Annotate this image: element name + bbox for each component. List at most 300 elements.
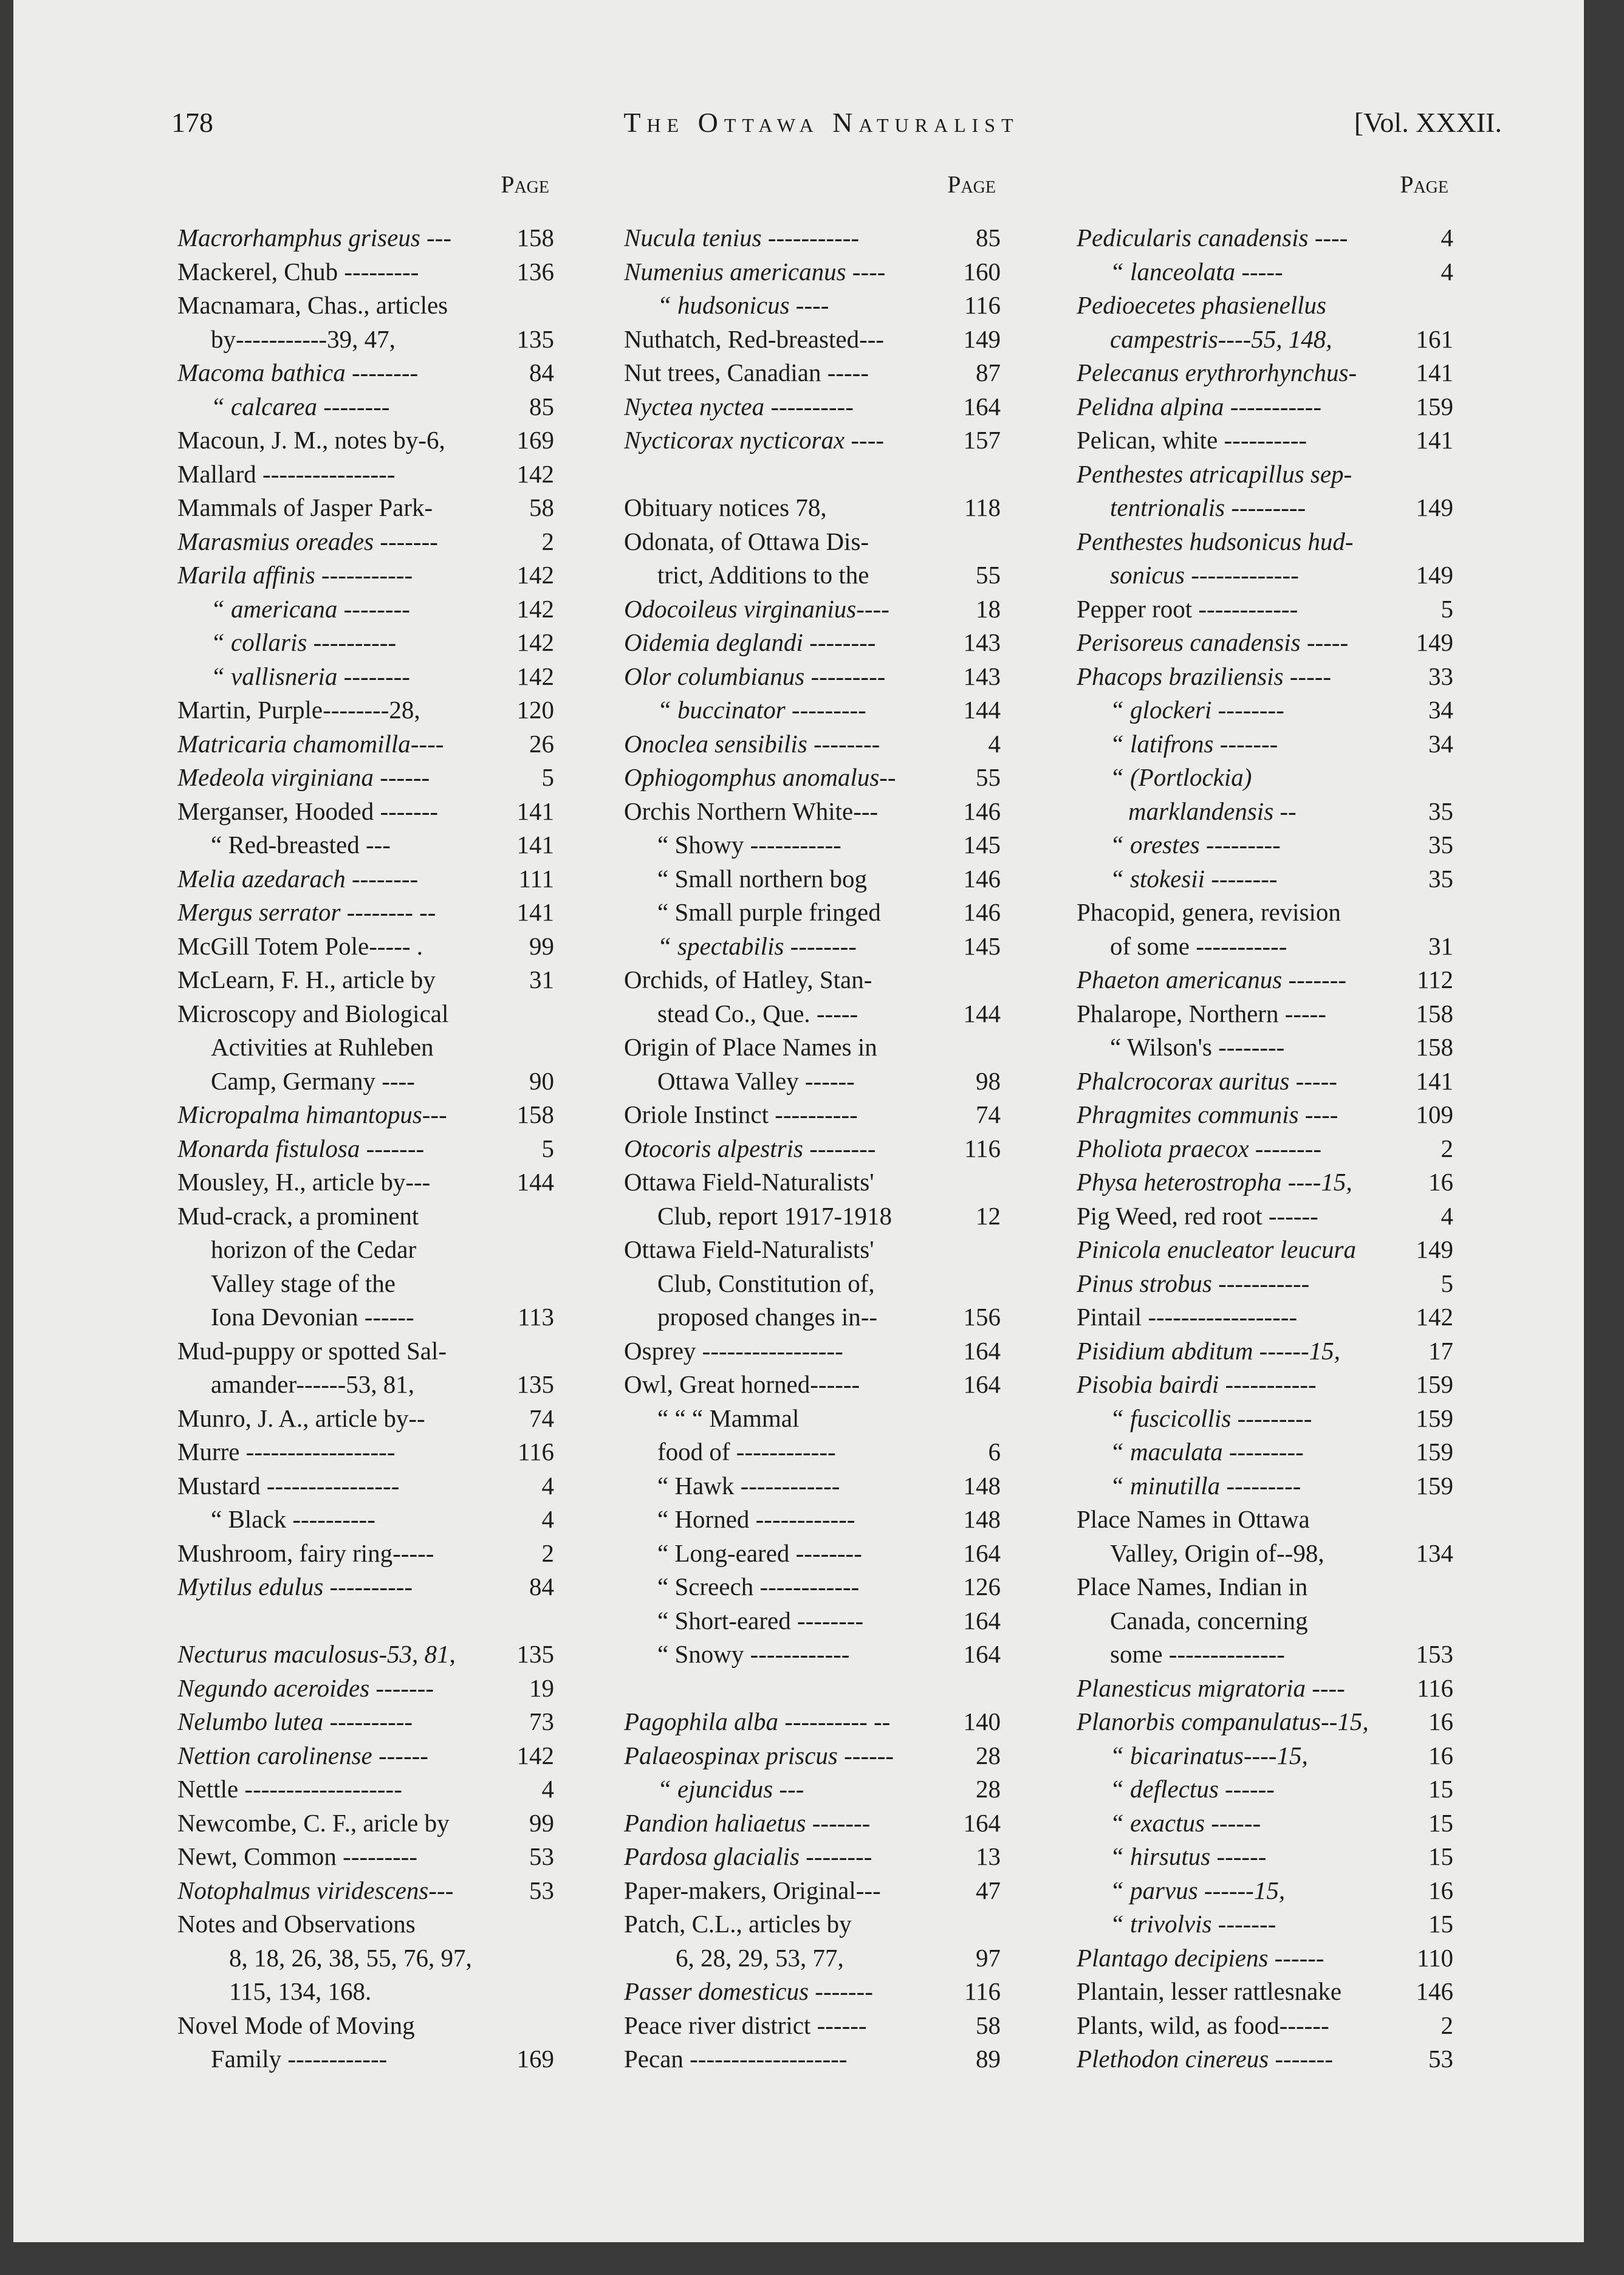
entry-text: “ Snowy ------------	[657, 1640, 850, 1668]
entry-text: Pig Weed, red root ------	[1077, 1201, 1318, 1230]
index-entry-line	[1077, 289, 1453, 323]
index-entry-line	[624, 1165, 1001, 1199]
index-entry	[177, 1537, 554, 1571]
entry-text: “ glockeri --------	[1110, 696, 1284, 724]
entry-text: Pedicularis canadensis ----	[1077, 224, 1348, 252]
index-entry	[177, 1469, 554, 1503]
entry-page-ref: 6	[988, 1438, 1001, 1466]
entry-page-ref: 142	[516, 594, 554, 623]
index-entry	[624, 1705, 1001, 1739]
entry-page-ref: 142	[516, 662, 554, 690]
index-entry	[177, 424, 554, 458]
entry-page-ref: 53	[529, 1842, 554, 1870]
index-entry-line	[177, 862, 554, 896]
index-entry	[1077, 1672, 1453, 1706]
index-entry-line	[624, 1604, 1001, 1638]
entry-page-ref: 97	[976, 1943, 1001, 1972]
index-entry-line	[177, 1638, 554, 1672]
entry-page-ref: 145	[963, 831, 1001, 859]
entry-text: Place Names in Ottawa	[1077, 1505, 1310, 1533]
entry-text: “ bicarinatus----15,	[1110, 1741, 1308, 1769]
index-entry	[1077, 1300, 1453, 1334]
entry-text: “ americana --------	[211, 594, 410, 623]
entry-text: Place Names, Indian in	[1077, 1573, 1308, 1601]
index-entry-line	[177, 356, 554, 390]
entry-text: Orchis Northern White---	[624, 797, 879, 825]
index-entry-line	[1077, 323, 1453, 357]
index-entry	[1077, 963, 1453, 997]
index-entry	[1077, 862, 1453, 896]
index-entry	[177, 1672, 554, 1706]
index-entry-line	[177, 626, 554, 660]
entry-text: Mytilus edulus ----------	[177, 1573, 413, 1601]
entry-text: Penthestes atricapillus sep-	[1077, 459, 1352, 488]
index-entry-line	[1077, 221, 1453, 255]
index-entry-line	[1077, 1435, 1453, 1469]
index-entry	[177, 1570, 554, 1604]
entry-page-ref: 158	[1416, 999, 1453, 1028]
entry-text: Camp, Germany ----	[211, 1066, 415, 1095]
index-column-1	[177, 170, 554, 2076]
entry-page-ref: 164	[963, 1606, 1001, 1635]
index-entry	[177, 1807, 554, 1841]
index-entry-line	[624, 2009, 1001, 2043]
index-entry-line	[624, 1874, 1001, 1908]
entry-text: Canada, concerning	[1110, 1606, 1308, 1635]
index-entry-line	[177, 558, 554, 592]
entry-page-ref: 116	[964, 1134, 1001, 1162]
index-entry	[1077, 1402, 1453, 1436]
index-entry-line	[177, 1874, 554, 1908]
index-entry-line	[1077, 963, 1453, 997]
entry-page-ref: 144	[516, 1168, 554, 1196]
column-heading: Page	[947, 171, 996, 198]
index-entry	[177, 1772, 554, 1807]
index-entry	[177, 896, 554, 930]
index-entry-line	[177, 1840, 554, 1874]
entry-text: Mackerel, Chub ---------	[177, 257, 419, 286]
entry-page-ref: 17	[1428, 1336, 1453, 1365]
section-gap	[177, 1604, 554, 1638]
entry-page-ref: 85	[529, 392, 554, 420]
entry-page-ref: 118	[964, 493, 1001, 521]
index-entry	[624, 896, 1001, 930]
entry-text: Nettle -------------------	[177, 1775, 402, 1803]
index-entry	[1077, 1132, 1453, 1166]
index-entry	[1077, 458, 1453, 525]
index-entry	[1077, 1233, 1453, 1267]
index-entry-line	[624, 1267, 1001, 1301]
index-entry-line	[624, 1469, 1001, 1503]
entry-text: McLearn, F. H., article by	[177, 966, 436, 993]
entry-text: “ Small northern bog	[657, 864, 868, 893]
entry-text: amander------53, 81,	[211, 1370, 414, 1398]
entry-page-ref: 28	[976, 1775, 1001, 1803]
entry-text: Melia azedarach --------	[177, 864, 419, 893]
entry-text: Iona Devonian ------	[211, 1303, 414, 1331]
entry-page-ref: 141	[516, 797, 554, 825]
index-entry-line	[177, 1233, 554, 1267]
entry-page-ref: 55	[976, 763, 1001, 791]
entry-text: Penthestes hudsonicus hud-	[1077, 527, 1354, 555]
entry-text: Macoun, J. M., notes by-6,	[177, 426, 445, 454]
index-entry	[624, 491, 1001, 525]
index-entry	[1077, 693, 1453, 727]
entry-page-ref: 58	[529, 493, 554, 521]
entry-text: Otocoris alpestris --------	[624, 1134, 876, 1162]
entry-page-ref: 164	[963, 1370, 1001, 1398]
index-entry	[177, 1199, 554, 1334]
entry-page-ref: 18	[976, 594, 1001, 623]
index-entry	[624, 1537, 1001, 1571]
index-entry	[624, 255, 1001, 289]
index-entry-line	[624, 221, 1001, 255]
index-entry-line	[177, 828, 554, 862]
entry-text: “ maculata ---------	[1110, 1438, 1304, 1466]
index-entry	[1077, 592, 1453, 626]
entry-text: “ Long-eared --------	[657, 1539, 862, 1567]
index-entry-line	[624, 963, 1001, 997]
index-entry-line	[1077, 1334, 1453, 1368]
index-entry-line	[1077, 795, 1453, 829]
entry-page-ref: 74	[976, 1100, 1001, 1128]
index-entry	[1077, 1503, 1453, 1570]
entry-text: Mallard ----------------	[177, 459, 396, 488]
index-entry-line	[1077, 1772, 1453, 1807]
entry-text: Valley stage of the	[211, 1269, 396, 1297]
entry-text: Origin of Place Names in	[624, 1033, 877, 1061]
index-entry-line	[624, 2042, 1001, 2076]
index-entry-line	[1077, 1874, 1453, 1908]
entry-page-ref: 2	[541, 1539, 554, 1567]
entry-page-ref: 136	[516, 257, 554, 286]
index-entry	[624, 626, 1001, 660]
index-entry	[1077, 997, 1453, 1031]
entry-page-ref: 5	[541, 1134, 554, 1162]
entry-page-ref: 149	[1416, 1235, 1453, 1263]
index-entry-line	[624, 323, 1001, 357]
index-entry-line	[177, 255, 554, 289]
entry-page-ref: 74	[529, 1404, 554, 1432]
entry-text: Macoma bathica --------	[177, 359, 419, 386]
index-entry	[177, 626, 554, 660]
index-entry-line	[1077, 1907, 1453, 1941]
index-entry-line	[1077, 592, 1453, 626]
column-heading: Page	[501, 171, 549, 198]
index-entry-line	[1077, 1840, 1453, 1874]
entry-page-ref: 142	[516, 561, 554, 589]
entry-page-ref: 144	[963, 999, 1001, 1028]
index-entry-line	[624, 424, 1001, 458]
entry-text: Merganser, Hooded -------	[177, 797, 439, 825]
index-entry-line	[1077, 1233, 1453, 1267]
entry-text: “ minutilla ---------	[1110, 1471, 1301, 1500]
entry-page-ref: 4	[541, 1471, 554, 1500]
entry-text: horizon of the Cedar	[211, 1235, 417, 1263]
entry-text: Planorbis companulatus--15,	[1077, 1707, 1369, 1735]
entry-text: “ fuscicollis ---------	[1110, 1404, 1312, 1432]
entry-text: Mousley, H., article by---	[177, 1168, 431, 1196]
index-entry-line	[177, 1065, 554, 1099]
index-entry-line	[177, 1132, 554, 1166]
index-entry-line	[177, 930, 554, 964]
entry-text: Mushroom, fairy ring-----	[177, 1539, 434, 1567]
index-entry-line	[177, 1807, 554, 1841]
index-entry-line	[1077, 424, 1453, 458]
entry-page-ref: 34	[1428, 729, 1453, 758]
entry-page-ref: 156	[963, 1303, 1001, 1331]
index-entry-line	[177, 1672, 554, 1706]
index-entry	[177, 1098, 554, 1132]
entry-text: Planesticus migratoria ----	[1077, 1673, 1345, 1702]
entry-text: Palaeospinax priscus ------	[624, 1741, 894, 1769]
index-entry	[624, 1469, 1001, 1503]
index-entry-line	[1077, 1469, 1453, 1503]
entry-text: 115, 134, 168.	[229, 1977, 372, 2005]
index-entry-line	[177, 525, 554, 559]
entry-text: Newcombe, C. F., aricle by	[177, 1808, 450, 1837]
index-entry	[1077, 828, 1453, 862]
entry-text: Perisoreus canadensis -----	[1077, 628, 1349, 656]
entry-page-ref: 144	[963, 696, 1001, 724]
entry-page-ref: 58	[976, 2011, 1001, 2039]
index-entry-line	[624, 1941, 1001, 1975]
index-entry-line	[624, 1739, 1001, 1773]
index-entry-line	[1077, 1300, 1453, 1334]
index-entry	[624, 1368, 1001, 1402]
entry-page-ref: 135	[516, 324, 554, 353]
index-entry	[624, 424, 1001, 458]
entry-page-ref: 146	[963, 898, 1001, 926]
entry-page-ref: 12	[976, 1201, 1001, 1230]
index-entry-line	[177, 1941, 554, 1975]
index-entry	[624, 1132, 1001, 1166]
index-entry-line	[1077, 255, 1453, 289]
entry-page-ref: 4	[541, 1505, 554, 1533]
index-entry-line	[624, 1840, 1001, 1874]
entry-page-ref: 15	[1428, 1808, 1453, 1837]
entry-page-ref: 35	[1428, 797, 1453, 825]
entry-text: marklandensis --	[1128, 797, 1297, 825]
index-entry-line	[1077, 1132, 1453, 1166]
index-entry-line	[177, 660, 554, 694]
index-entry-line	[624, 1435, 1001, 1469]
entry-page-ref: 16	[1428, 1707, 1453, 1735]
index-entry-line	[177, 1705, 554, 1739]
entry-page-ref: 158	[1416, 1033, 1453, 1061]
index-entry	[177, 255, 554, 289]
index-entry-line	[624, 1638, 1001, 1672]
index-entry-line	[1077, 1604, 1453, 1638]
entry-text: Marasmius oreades -------	[177, 527, 438, 555]
index-entry	[624, 390, 1001, 424]
index-entry-line	[624, 693, 1001, 727]
entry-page-ref: 26	[529, 729, 554, 758]
index-entry-line	[624, 1065, 1001, 1099]
index-entry	[1077, 1705, 1453, 1739]
entry-text: 8, 18, 26, 38, 55, 76, 97,	[229, 1943, 472, 1972]
index-entry	[177, 592, 554, 626]
index-entry	[624, 930, 1001, 964]
entry-text: proposed changes in--	[657, 1303, 878, 1331]
index-entry-line	[1077, 727, 1453, 761]
index-entry-line	[177, 1199, 554, 1234]
index-entry-line	[177, 323, 554, 357]
entry-page-ref: 55	[976, 561, 1001, 589]
entry-page-ref: 4	[1441, 1201, 1453, 1230]
entry-page-ref: 146	[1416, 1977, 1453, 2005]
index-entry-line	[624, 356, 1001, 390]
index-entry	[1077, 1907, 1453, 1941]
entry-text: Phacopid, genera, revision	[1077, 898, 1341, 926]
entry-text: “ stokesii --------	[1110, 864, 1278, 893]
index-entry-line	[624, 997, 1001, 1031]
index-entry-line	[177, 1503, 554, 1537]
entry-page-ref: 158	[516, 224, 554, 252]
entry-text: Pecan -------------------	[624, 2045, 848, 2073]
entry-text: “ hirsutus ------	[1110, 1842, 1267, 1870]
entry-page-ref: 142	[1416, 1303, 1453, 1331]
entry-text: Peace river district ------	[624, 2011, 867, 2039]
index-column-3	[1077, 170, 1453, 2076]
index-entry-line	[177, 2009, 554, 2043]
index-entry-line	[1077, 356, 1453, 390]
index-entry	[1077, 727, 1453, 761]
entry-page-ref: 120	[516, 696, 554, 724]
index-entry	[1077, 255, 1453, 289]
entry-text: “ Hawk ------------	[657, 1471, 840, 1500]
entry-page-ref: 164	[963, 1336, 1001, 1365]
index-entry	[177, 1435, 554, 1469]
index-entry-line	[1077, 1199, 1453, 1234]
entry-page-ref: 159	[1416, 1438, 1453, 1466]
entry-text: “ spectabilis --------	[657, 932, 857, 960]
entry-text: “ Red-breasted ---	[211, 831, 391, 859]
entry-text: Plants, wild, as food------	[1077, 2011, 1329, 2039]
entry-text: Microscopy and Biological	[177, 999, 449, 1028]
index-entry-line	[1077, 1941, 1453, 1975]
entry-text: Pandion haliaetus -------	[624, 1808, 871, 1837]
entry-page-ref: 116	[964, 291, 1001, 319]
entry-text: of some -----------	[1110, 932, 1287, 960]
index-entry-line	[177, 424, 554, 458]
index-entry	[177, 795, 554, 829]
entry-text: Ophiogomphus anomalus--	[624, 763, 896, 791]
index-entry-line	[624, 491, 1001, 525]
entry-text: Pisidium abditum ------15,	[1077, 1336, 1340, 1365]
index-entry-line	[1077, 1267, 1453, 1301]
index-entry-line	[624, 1772, 1001, 1807]
entry-page-ref: 5	[541, 763, 554, 791]
index-entry	[1077, 1807, 1453, 1841]
index-entry	[1077, 2042, 1453, 2076]
entry-text: Phalarope, Northern -----	[1077, 999, 1326, 1028]
index-entry-line	[1077, 761, 1453, 795]
entry-page-ref: 110	[1417, 1943, 1453, 1972]
index-entry	[1077, 390, 1453, 424]
index-entry-line	[1077, 1975, 1453, 2009]
entry-page-ref: 47	[976, 1876, 1001, 1904]
index-entry	[177, 525, 554, 559]
entry-text: Pholiota praecox --------	[1077, 1134, 1321, 1162]
entry-page-ref: 164	[963, 1539, 1001, 1567]
index-entry-line	[624, 1570, 1001, 1604]
index-entry-line	[1077, 1672, 1453, 1706]
index-entry-line	[624, 592, 1001, 626]
index-entry-line	[1077, 1705, 1453, 1739]
index-entry-line	[177, 761, 554, 795]
index-entry-line	[624, 1199, 1001, 1234]
entry-text: Medeola virginiana ------	[177, 763, 430, 791]
index-entry-line	[177, 1907, 554, 1941]
entry-text: “ buccinator ---------	[657, 696, 866, 724]
entry-page-ref: 2	[1441, 1134, 1453, 1162]
index-entry	[177, 997, 554, 1099]
entry-text: Pelican, white ----------	[1077, 426, 1307, 454]
entry-page-ref: 35	[1428, 864, 1453, 893]
entry-text: Pintail ------------------	[1077, 1303, 1298, 1331]
entry-page-ref: 16	[1428, 1741, 1453, 1769]
entry-page-ref: 35	[1428, 831, 1453, 859]
section-gap	[624, 1672, 1001, 1706]
entry-page-ref: 116	[518, 1438, 554, 1466]
entry-text: Physa heterostropha ----15,	[1077, 1168, 1352, 1196]
entry-page-ref: 90	[529, 1066, 554, 1095]
entry-text: Plantain, lesser rattlesnake	[1077, 1977, 1342, 2005]
entry-page-ref: 142	[516, 459, 554, 488]
entry-text: trict, Additions to the	[657, 561, 869, 589]
entry-text: Ottawa Valley ------	[657, 1066, 855, 1095]
index-entry-line	[1077, 997, 1453, 1031]
index-entry	[177, 1874, 554, 1908]
index-entry-line	[1077, 491, 1453, 525]
entry-page-ref: 142	[516, 628, 554, 656]
entry-page-ref: 4	[1441, 257, 1453, 286]
entry-page-ref: 33	[1428, 662, 1453, 690]
index-entry	[624, 323, 1001, 357]
index-entry-line	[624, 862, 1001, 896]
index-entry	[1077, 1739, 1453, 1773]
entry-page-ref: 141	[516, 831, 554, 859]
entry-page-ref: 141	[1416, 426, 1453, 454]
entry-page-ref: 141	[516, 898, 554, 926]
entry-text: Patch, C.L., articles by	[624, 1910, 852, 1938]
index-entry	[624, 660, 1001, 694]
index-entry	[1077, 896, 1453, 963]
entry-text: “ hudsonicus ----	[657, 291, 829, 319]
entry-page-ref: 169	[516, 426, 554, 454]
index-entry-line	[1077, 1031, 1453, 1065]
index-entry-line	[1077, 558, 1453, 592]
entry-page-ref: 4	[541, 1775, 554, 1803]
entry-text: Newt, Common ---------	[177, 1842, 418, 1870]
entry-text: Oriole Instinct ----------	[624, 1100, 858, 1128]
index-entry	[1077, 761, 1453, 828]
entry-page-ref: 34	[1428, 696, 1453, 724]
index-entry-line	[177, 795, 554, 829]
index-entry	[624, 1874, 1001, 1908]
index-entry	[624, 1840, 1001, 1874]
index-entry	[624, 1031, 1001, 1098]
index-entry-line	[624, 828, 1001, 862]
entry-text: Passer domesticus -------	[624, 1977, 873, 2005]
index-entry-line	[177, 1267, 554, 1301]
entry-page-ref: 157	[963, 426, 1001, 454]
entry-text: Club, report 1917-1918	[657, 1201, 893, 1230]
index-entry-line	[624, 727, 1001, 761]
entry-page-ref: 116	[964, 1977, 1001, 2005]
index-entry	[177, 558, 554, 592]
